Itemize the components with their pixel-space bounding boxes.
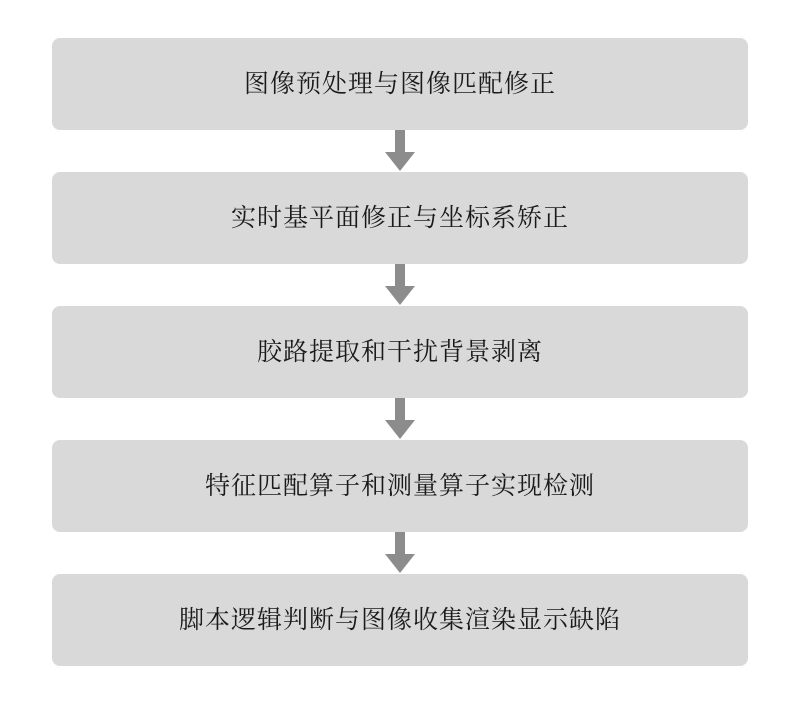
flow-node-3 <box>52 306 748 398</box>
flow-node-label: 实时基平面修正与坐标系矫正 <box>230 204 569 232</box>
flow-node-label: 胶路提取和干扰背景剥离 <box>256 338 543 366</box>
flow-node-1 <box>52 38 748 130</box>
arrow-down-icon <box>380 264 420 306</box>
arrow-down-icon <box>380 130 420 172</box>
flow-node-label: 图像预处理与图像匹配修正 <box>243 70 556 98</box>
flow-node-2 <box>52 172 748 264</box>
flow-node-label: 特征匹配算子和测量算子实现检测 <box>204 472 595 500</box>
flow-node-4 <box>52 440 748 532</box>
flow-node-label: 脚本逻辑判断与图像收集渲染显示缺陷 <box>178 606 621 634</box>
arrow-down-icon <box>380 532 420 574</box>
flow-node-5 <box>52 574 748 666</box>
arrow-down-icon <box>380 398 420 440</box>
